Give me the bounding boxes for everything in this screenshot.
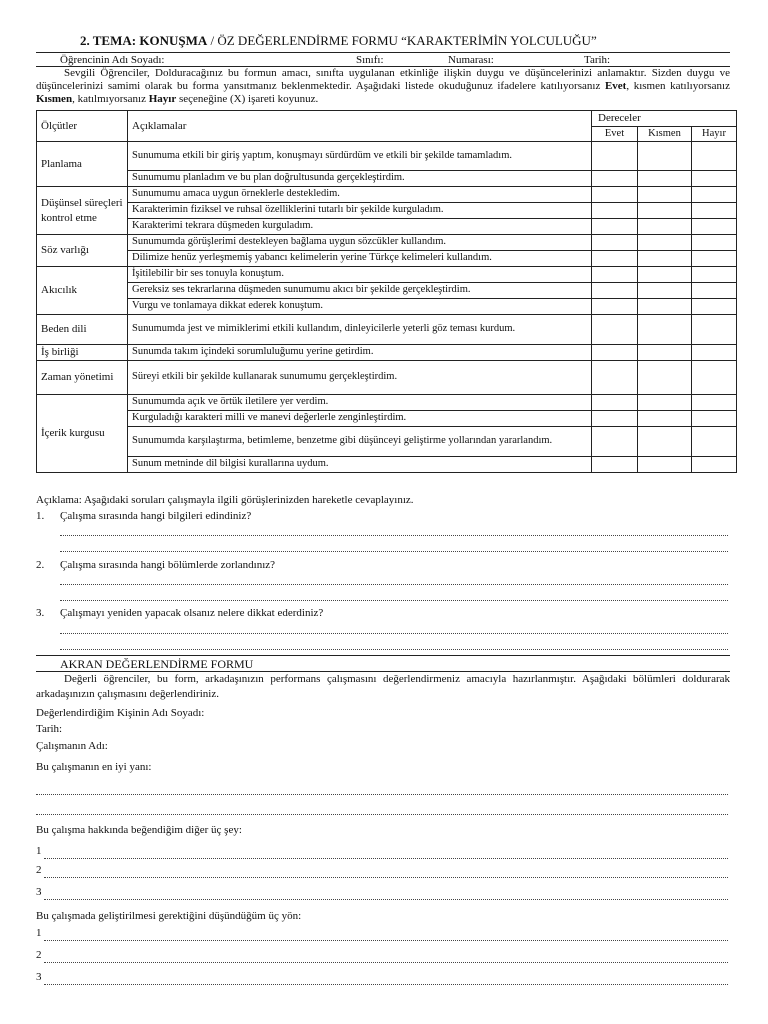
- checkbox-cell-hayir[interactable]: [692, 171, 737, 187]
- checkbox-cell-evet[interactable]: [592, 142, 638, 171]
- checkbox-cell-evet[interactable]: [592, 187, 638, 203]
- table-row: [37, 411, 737, 427]
- answer-line[interactable]: [60, 632, 728, 634]
- peer-intro-text: Değerli öğrenciler, bu form, arkadaşınızın performans çalışmasını değerlendirmeniz amacıyla hazırlanmıştır. Aşağıdaki bölümleri doldurarak arkadaşınızın çalışmasını değerlendiriniz.: [36, 673, 730, 700]
- item-number: 2: [36, 949, 42, 961]
- liked-item-2[interactable]: [36, 864, 42, 876]
- checkbox-cell-hayir[interactable]: [692, 203, 737, 219]
- checkbox-cell-hayir[interactable]: [692, 411, 737, 427]
- criterion-cell: Söz varlığı: [37, 235, 128, 267]
- checkbox-cell-kismen[interactable]: [638, 299, 692, 315]
- table-row: [37, 267, 737, 283]
- table-row: [37, 251, 737, 267]
- question-1: [36, 510, 251, 522]
- criterion-cell: Planlama: [37, 142, 128, 187]
- liked-item-1[interactable]: [36, 845, 42, 857]
- answer-line[interactable]: [60, 534, 728, 536]
- checkbox-cell-evet[interactable]: [592, 361, 638, 395]
- checkbox-cell-kismen[interactable]: [638, 395, 692, 411]
- table-row: [37, 283, 737, 299]
- description-cell: Kurguladığı karakteri milli ve manevi değerlerle zenginleştirdim.: [128, 411, 592, 427]
- class-label: Sınıfı:: [356, 54, 384, 66]
- checkbox-cell-kismen[interactable]: [638, 267, 692, 283]
- table-row: [37, 187, 737, 203]
- self-evaluation-table: [36, 110, 737, 473]
- criterion-cell: Zaman yönetimi: [37, 361, 128, 395]
- criterion-cell: Akıcılık: [37, 267, 128, 315]
- col-hayir-header: Hayır: [692, 127, 737, 142]
- student-name-label: Öğrencinin Adı Soyadı:: [60, 54, 165, 66]
- liked-line-1[interactable]: [44, 857, 728, 859]
- peer-top-rule: [36, 655, 730, 656]
- item-number: 3: [36, 971, 42, 983]
- question-3: [36, 607, 323, 619]
- checkbox-cell-hayir[interactable]: [692, 267, 737, 283]
- question-text: Çalışma sırasında hangi bölümlerde zorlandınız?: [60, 559, 276, 571]
- checkbox-cell-hayir[interactable]: [692, 345, 737, 361]
- description-cell: İşitilebilir bir ses tonuyla konuştum.: [128, 267, 592, 283]
- table-row: [37, 395, 737, 411]
- description-cell: Sunumumda karşılaştırma, betimleme, benzetme gibi düşünceyi geliştirme yollarından yararlandım.: [128, 427, 592, 457]
- checkbox-cell-kismen[interactable]: [638, 219, 692, 235]
- peer-intro: [36, 672, 730, 702]
- description-cell: Gereksiz ses tekrarlarına düşmeden sunumumu akıcı bir şekilde gerçekleştirdim.: [128, 283, 592, 299]
- checkbox-cell-evet[interactable]: [592, 235, 638, 251]
- checkbox-cell-evet[interactable]: [592, 427, 638, 457]
- peer-date-label: Tarih:: [36, 723, 63, 735]
- table-row: [37, 457, 737, 473]
- intro-hayir: Hayır: [148, 93, 177, 105]
- table-row: [37, 361, 737, 395]
- table-row: [37, 345, 737, 361]
- col-kismen-header: Kısmen: [638, 127, 692, 142]
- question-text: Çalışma sırasında hangi bilgileri edindiniz?: [60, 510, 252, 522]
- col-description-header: Açıklamalar: [128, 111, 592, 142]
- checkbox-cell-hayir[interactable]: [692, 299, 737, 315]
- col-levels-header: Dereceler: [592, 111, 737, 127]
- criterion-cell: Düşünsel süreçleri kontrol etme: [37, 187, 128, 235]
- liked-line-3[interactable]: [44, 898, 728, 900]
- explanation-note: Açıklama: Aşağıdaki soruları çalışmayla ilgili görüşlerinizden hareketle cevaplayınız.: [36, 494, 414, 506]
- checkbox-cell-evet[interactable]: [592, 299, 638, 315]
- liked-item-3[interactable]: [36, 886, 42, 898]
- answer-line[interactable]: [60, 599, 728, 601]
- checkbox-cell-kismen[interactable]: [638, 142, 692, 171]
- checkbox-cell-evet[interactable]: [592, 283, 638, 299]
- checkbox-cell-evet[interactable]: [592, 171, 638, 187]
- table-row: [37, 171, 737, 187]
- checkbox-cell-kismen[interactable]: [638, 427, 692, 457]
- checkbox-cell-evet[interactable]: [592, 251, 638, 267]
- checkbox-cell-kismen[interactable]: [638, 315, 692, 345]
- question-number: 3.: [36, 607, 45, 619]
- checkbox-cell-evet[interactable]: [592, 345, 638, 361]
- table-body: [37, 142, 737, 473]
- answer-line[interactable]: [60, 648, 728, 650]
- best-side-line[interactable]: [36, 813, 728, 815]
- peer-form-title: AKRAN DEĞERLENDİRME FORMU: [60, 657, 254, 671]
- checkbox-cell-evet[interactable]: [592, 203, 638, 219]
- improve-item-1[interactable]: [36, 927, 42, 939]
- description-cell: Sunumumda jest ve mimiklerimi etkili kullandım, dinleyicilerle yeterli göz teması kurdum.: [128, 315, 592, 345]
- table-row: [37, 235, 737, 251]
- table-row: [37, 299, 737, 315]
- checkbox-cell-hayir[interactable]: [692, 395, 737, 411]
- intro-evet: Evet: [604, 80, 627, 92]
- question-number: 1.: [36, 510, 45, 522]
- question-2: [36, 559, 275, 571]
- evaluated-name-label: Değerlendirdiğim Kişinin Adı Soyadı:: [36, 707, 205, 719]
- date-label: Tarih:: [584, 54, 611, 66]
- item-number: 3: [36, 886, 42, 898]
- col-criteria-header: Ölçütler: [37, 111, 128, 142]
- work-name-label: Çalışmanın Adı:: [36, 740, 108, 752]
- table-row: [37, 142, 737, 171]
- checkbox-cell-hayir[interactable]: [692, 187, 737, 203]
- title-theme: 2. TEMA: KONUŞMA: [80, 33, 208, 48]
- description-cell: Vurgu ve tonlamaya dikkat ederek konuştum.: [128, 299, 592, 315]
- checkbox-cell-kismen[interactable]: [638, 361, 692, 395]
- improve-three-label: Bu çalışmada geliştirilmesi gerektiğini düşündüğüm üç yön:: [36, 910, 302, 922]
- checkbox-cell-evet[interactable]: [592, 411, 638, 427]
- improve-item-2[interactable]: [36, 949, 42, 961]
- best-side-label: Bu çalışmanın en iyi yanı:: [36, 761, 152, 773]
- intro-text: Sevgili Öğrenciler, Dolduracağınız bu formun amacı, sınıfta uygulanan etkinliğe ilişkin duygu ve düşüncelerinizi anlamaktır. Sizden duygu ve düşüncelerinizi samimi olarak bu forma yansıtmanız beklenmektedir. Aşağıdaki listede okuduğunuz ifadelere katılıyorsanız: [36, 67, 730, 92]
- description-cell: Sunumumu planladım ve bu plan doğrultusunda gerçekleştirdim.: [128, 171, 592, 187]
- description-cell: Sunumda takım içindeki sorumluluğumu yerine getirdim.: [128, 345, 592, 361]
- description-cell: Dilimize henüz yerleşmemiş yabancı kelimelerin yerine Türkçe kelimeleri kullandım.: [128, 251, 592, 267]
- col-evet-header: Evet: [592, 127, 638, 142]
- checkbox-cell-kismen[interactable]: [638, 251, 692, 267]
- checkbox-cell-hayir[interactable]: [692, 219, 737, 235]
- intro-text-2: , kısmen katılıyorsanız: [626, 80, 730, 92]
- checkbox-cell-evet[interactable]: [592, 395, 638, 411]
- question-text: Çalışmayı yeniden yapacak olsanız nelere dikkat ederdiniz?: [60, 607, 324, 619]
- checkbox-cell-evet[interactable]: [592, 219, 638, 235]
- checkbox-cell-evet[interactable]: [592, 457, 638, 473]
- title-form: / ÖZ DEĞERLENDİRME FORMU “KARAKTERİMİN YOLCULUĞU”: [207, 33, 597, 48]
- checkbox-cell-hayir[interactable]: [692, 457, 737, 473]
- checkbox-cell-hayir[interactable]: [692, 235, 737, 251]
- table-header-row: [37, 111, 737, 127]
- number-label: Numarası:: [448, 54, 494, 66]
- answer-line[interactable]: [60, 583, 728, 585]
- checkbox-cell-kismen[interactable]: [638, 283, 692, 299]
- criterion-cell: İçerik kurgusu: [37, 395, 128, 473]
- improve-line-1[interactable]: [44, 939, 728, 941]
- improve-line-3[interactable]: [44, 983, 728, 985]
- item-number: 1: [36, 845, 42, 857]
- checkbox-cell-evet[interactable]: [592, 315, 638, 345]
- checkbox-cell-kismen[interactable]: [638, 187, 692, 203]
- description-cell: Sunumumda açık ve örtük iletilere yer verdim.: [128, 395, 592, 411]
- intro-text-4: seçeneğine (X) işareti koyunuz.: [176, 93, 319, 105]
- description-cell: Süreyi etkili bir şekilde kullanarak sunumumu gerçekleştirdim.: [128, 361, 592, 395]
- question-number: 2.: [36, 559, 45, 571]
- liked-line-2[interactable]: [44, 876, 728, 878]
- page-title: [80, 33, 597, 49]
- checkbox-cell-evet[interactable]: [592, 267, 638, 283]
- description-cell: Karakterimi tekrara düşmeden kurguladım.: [128, 219, 592, 235]
- title-rule: [36, 52, 730, 53]
- checkbox-cell-hayir[interactable]: [692, 315, 737, 345]
- table-row: [37, 427, 737, 457]
- checkbox-cell-kismen[interactable]: [638, 345, 692, 361]
- description-cell: Sunum metninde dil bilgisi kurallarına uydum.: [128, 457, 592, 473]
- best-side-line[interactable]: [36, 793, 728, 795]
- checkbox-cell-kismen[interactable]: [638, 171, 692, 187]
- criterion-cell: Beden dili: [37, 315, 128, 345]
- checkbox-cell-kismen[interactable]: [638, 411, 692, 427]
- checkbox-cell-kismen[interactable]: [638, 235, 692, 251]
- checkbox-cell-hayir[interactable]: [692, 427, 737, 457]
- description-cell: Karakterimin fiziksel ve ruhsal özelliklerini tutarlı bir şekilde kurguladım.: [128, 203, 592, 219]
- intro-kismen: Kısmen: [36, 93, 73, 105]
- intro-text-3: , katılmıyorsanız: [72, 93, 149, 105]
- description-cell: Sunumumu amaca uygun örneklerle destekledim.: [128, 187, 592, 203]
- table-row: [37, 315, 737, 345]
- criterion-cell: İş birliği: [37, 345, 128, 361]
- table-row: [37, 203, 737, 219]
- description-cell: Sunumumda görüşlerimi destekleyen bağlama uygun sözcükler kullandım.: [128, 235, 592, 251]
- intro-paragraph: [36, 67, 730, 106]
- checkbox-cell-kismen[interactable]: [638, 203, 692, 219]
- improve-item-3[interactable]: [36, 971, 42, 983]
- liked-three-label: Bu çalışma hakkında beğendiğim diğer üç şey:: [36, 824, 242, 836]
- checkbox-cell-hayir[interactable]: [692, 142, 737, 171]
- item-number: 2: [36, 864, 42, 876]
- description-cell: Sunumuma etkili bir giriş yaptım, konuşmayı sürdürdüm ve etkili bir şekilde tamamladım.: [128, 142, 592, 171]
- answer-line[interactable]: [60, 550, 728, 552]
- checkbox-cell-hayir[interactable]: [692, 283, 737, 299]
- table-row: [37, 219, 737, 235]
- checkbox-cell-kismen[interactable]: [638, 457, 692, 473]
- item-number: 1: [36, 927, 42, 939]
- checkbox-cell-hayir[interactable]: [692, 251, 737, 267]
- improve-line-2[interactable]: [44, 961, 728, 963]
- checkbox-cell-hayir[interactable]: [692, 361, 737, 395]
